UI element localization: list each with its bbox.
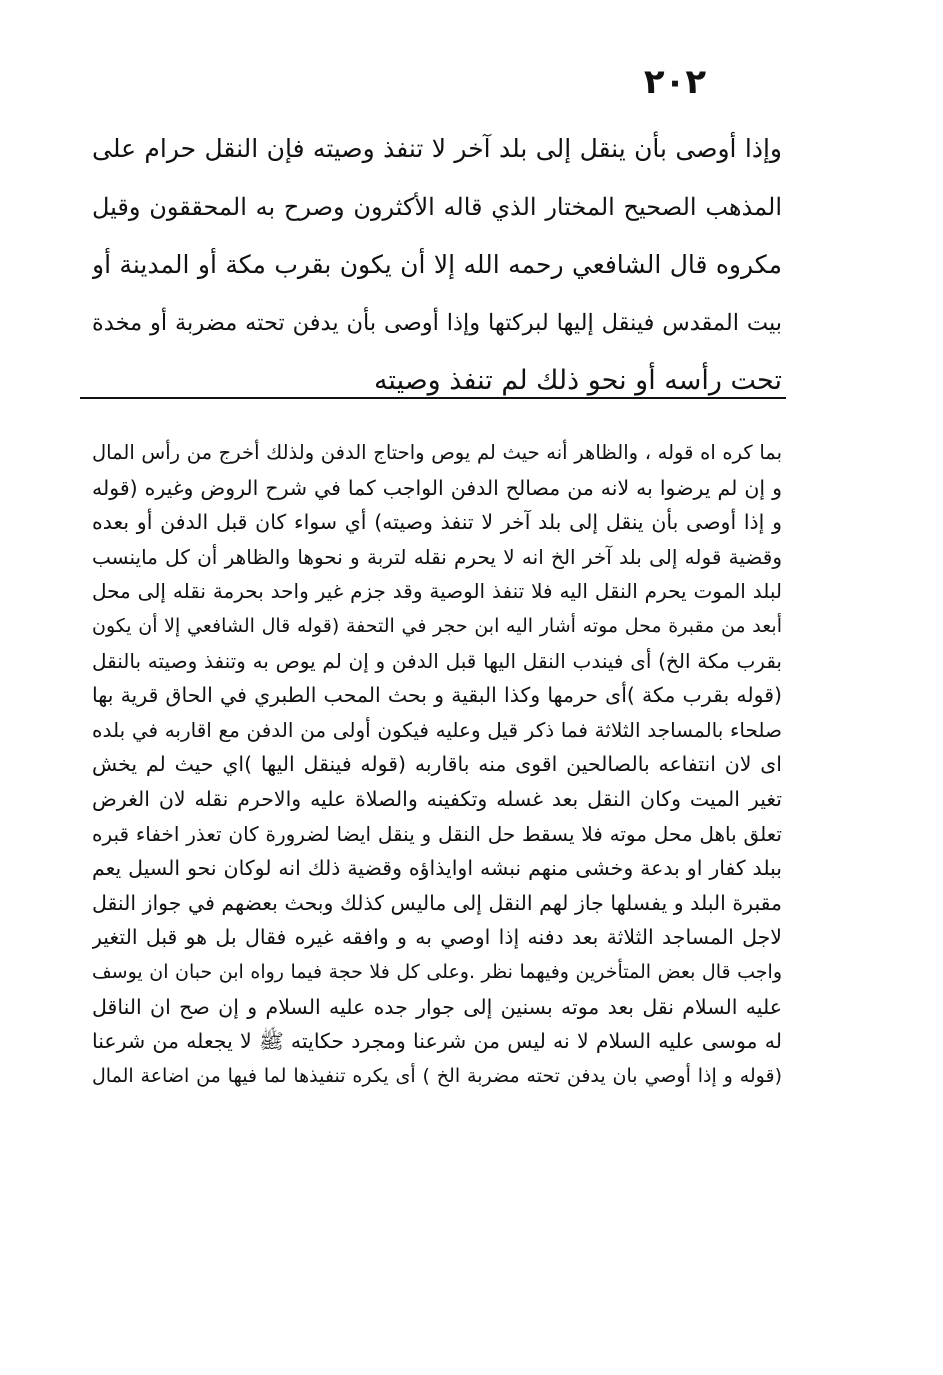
commentary-line: ببلد كفار او بدعة وخشى منهم نبشه اوايذاؤه وقضية ذلك انه لوكان نحو السيل يعم — [92, 856, 782, 881]
commentary-line: بما كره اه قوله ، والظاهر أنه حيث لم يوص واحتاج الدفن ولذلك أخرج من رأس المال — [92, 441, 782, 464]
commentary-line: وقضية قوله إلى بلد آخر الخ انه لا يحرم نقله لتربة و نحوها والظاهر أن كل ماينسب — [92, 544, 782, 569]
commentary-line: له موسى عليه السلام لا نه ليس من شرعنا ومجرد حكايته ﷺ لا يجعله من شرعنا — [92, 1029, 782, 1054]
commentary-line: بقرب مكة الخ) أى فيندب النقل اليها قبل الدفن و إن لم يوص به وتنفذ وصيته بالنقل — [92, 648, 782, 673]
commentary-line: تعلق باهل محل موته فلا يسقط حل النقل و ينقل ايضا لضرورة كان تعذر اخفاء قبره — [92, 821, 782, 846]
commentary-line: مقبرة البلد و يفسلها جاز لهم النقل إلى ماليس كذلك وبحث بعضهم في جواز النقل — [92, 890, 782, 915]
commentary-line: لاجل المساجد الثلاثة بعد دفنه إذا اوصي به و وافقه غيره فقال بل هو قبل التغير — [92, 925, 782, 950]
commentary-line: صلحاء بالمساجد الثلاثة فما ذكر قيل وعليه فيكون أولى من الدفن مع اقاربه في بلده — [92, 717, 782, 742]
commentary-line: عليه السلام نقل بعد موته بسنين إلى جوار جده عليه السلام و إن صح ان الناقل — [92, 994, 782, 1019]
commentary-line: أبعد من مقبرة محل موته أشار اليه ابن حجر في التحفة (قوله قال الشافعي إلا أن يكون — [92, 614, 782, 637]
commentary-line: واجب قال بعض المتأخرين وفيهما نظر .وعلى كل فلا حجة فيما رواه ابن حبان ان يوسف — [92, 960, 782, 983]
text-separator-rule — [80, 397, 786, 399]
commentary-line: تغير الميت وكان النقل بعد غسله وتكفينه والصلاة عليه والاحرم نقله لان الغرض — [92, 786, 782, 811]
main-text-line: مكروه قال الشافعي رحمه الله إلا أن يكون بقرب مكة أو المدينة أو — [92, 250, 782, 279]
main-text-line: بيت المقدس فينقل إليها لبركتها وإذا أوصى بأن يدفن تحته مضربة أو مخدة — [92, 310, 782, 336]
main-text-line: المذهب الصحيح المختار الذي قاله الأكثرون وصرح به المحققون وقيل — [92, 193, 782, 221]
page-number: ٢٠٢ — [643, 62, 707, 102]
commentary-line: لبلد الموت يحرم النقل اليه فلا تنفذ الوصية وقد جزم غير واحد بحرمة نقله إلى محل — [92, 579, 782, 604]
commentary-text — [92, 436, 782, 1093]
commentary-line: و إذا أوصى بأن ينقل إلى بلد آخر لا تنفذ وصيته) أي سواء كان قبل الدفن أو بعده — [92, 510, 782, 535]
main-text-line: تحت رأسه أو نحو ذلك لم تنفذ وصيته — [373, 365, 782, 396]
commentary-line: و إن لم يرضوا به لانه من مصالح الدفن الواجب كما في شرح الروض وغيره (قوله — [92, 475, 782, 500]
main-text-line: وإذا أوصى بأن ينقل إلى بلد آخر لا تنفذ وصيته فإن النقل حرام على — [92, 134, 782, 163]
main-text — [92, 120, 782, 410]
commentary-line: اى لان انتفاعه بالصالحين اقوى منه باقاربه (قوله فينقل اليها )اي حيث لم يخش — [92, 752, 782, 777]
commentary-line: (قوله و إذا أوصي بان يدفن تحته مضربة الخ ) أى يكره تنفيذها لما فيها من اضاعة المال — [92, 1064, 782, 1087]
commentary-line: (قوله بقرب مكة )أى حرمها وكذا البقية و بحث المحب الطبري في الحاق قرية بها — [92, 683, 782, 708]
